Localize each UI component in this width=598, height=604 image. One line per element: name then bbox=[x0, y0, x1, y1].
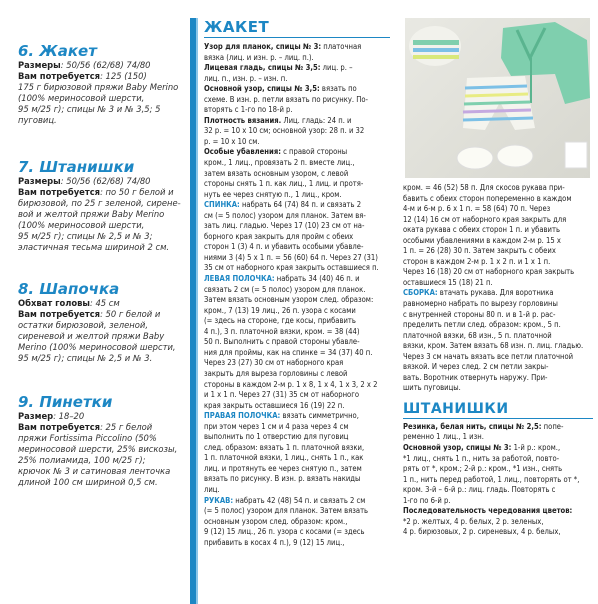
text-line: связать 2 см (= 5 полос) узором для планок. bbox=[204, 284, 366, 294]
text-line: Последовательность чередования цветов: bbox=[403, 506, 573, 516]
text-line: см (= 5 полос) узором для планок. Затем вя- bbox=[204, 210, 366, 220]
text-line: вязки, кром. Затем вязать 68 изн. п. лиц. гладью. bbox=[403, 341, 584, 351]
text-line: зать лиц. гладью. Через 17 (10) 23 см от на- bbox=[204, 221, 365, 231]
text-line: кром. 3-й – 6-й р.: лиц. гладь. Повторять с bbox=[403, 485, 556, 495]
text-line: прибавить в косах 4 п.), 9 (12) 15 лиц., bbox=[204, 537, 345, 547]
section-line: 95 м/25 г); спицы № 2,5 и № 3; bbox=[18, 231, 153, 241]
text-line: борного края закрыть для пройм с обеих bbox=[204, 231, 354, 241]
text-line: края закрыть оставшиеся 16 (19) 22 п. bbox=[204, 400, 345, 410]
section-pants bbox=[18, 158, 186, 253]
text-line: лиц. bbox=[204, 484, 220, 494]
pants-body bbox=[403, 422, 593, 538]
jacket-instructions bbox=[204, 18, 390, 548]
section-booties bbox=[18, 393, 186, 488]
text-line: равномерно набрать по вырезу горловины bbox=[403, 299, 558, 309]
section-line: пуговиц. bbox=[18, 115, 57, 125]
text-line: при этом через 1 см и 4 раза через 4 см bbox=[204, 421, 349, 431]
section-line: сиреневой и желтой пряжи Baby bbox=[18, 331, 165, 341]
text-line: рять от *, кром.; 2-й р.: кром., *1 изн., снять bbox=[403, 464, 563, 474]
text-line: затем вязать основным узором, с левой bbox=[204, 168, 349, 178]
section-line: Merino (100% мериносовой шерсти, bbox=[18, 342, 176, 352]
text-line: 1 п. платочной вязки, 1 лиц., снять 1 п., как bbox=[204, 453, 364, 463]
text-line: шить пуговицы. bbox=[403, 383, 461, 393]
section-line: (100% мериносовой шерсти, bbox=[18, 220, 145, 230]
section-line: пряжи Fortissima Piccolino (50% bbox=[18, 433, 157, 443]
section-line: крючок № 3 и сатиновая ленточка bbox=[18, 466, 171, 476]
text-line: СПИНКА: набрать 64 (74) 84 п. и связать 2 bbox=[204, 200, 362, 210]
text-line: 4-м и 6-м р. 6 х 1 п. = 58 (64) 70 п. Через bbox=[403, 204, 551, 214]
text-line: (= 5 полос) узором для планок. Затем вязать bbox=[204, 506, 369, 516]
text-line: ниями 3 (4) 5 х 1 п. = 56 (60) 64 п. Через 27 (31) bbox=[204, 252, 378, 262]
section-line: бирюзовой, по 25 г зеленой, сирене- bbox=[18, 198, 181, 208]
text-line: Затем вязать основным узором след. образом: bbox=[204, 295, 374, 305]
section-line: 175 г бирюзовой пряжи Baby Merino bbox=[18, 82, 179, 92]
text-line: 4 р. бирюзовых, 2 р. сиреневых, 4 р. белых, bbox=[403, 527, 561, 537]
section-line: мериносовой шерсти, 25% вискозы, bbox=[18, 444, 178, 454]
text-line: Узор для планок, спицы № 3: платочная bbox=[204, 42, 362, 51]
section-line: остатки бирюзовой, зеленой, bbox=[18, 320, 148, 330]
text-line: с внутренней стороны 80 п. и в 1-й р. рас- bbox=[403, 309, 556, 319]
text-line: 9 (12) 15 лиц., 26 п. узора с косами (= здесь bbox=[204, 527, 365, 537]
text-line: ременно 1 лиц., 1 изн. bbox=[403, 432, 484, 442]
text-line: след. образом: вязать 1 п. платочной вязки, bbox=[204, 442, 365, 452]
text-line: Через 23 (27) 30 см от наборного края bbox=[204, 358, 344, 368]
text-line: вторять с 1-го по 18-й р. bbox=[204, 105, 293, 115]
text-line: выполнить по 1 отверстию для пуговиц bbox=[204, 432, 349, 442]
text-line: 1 п., нить перед работой, 1 лиц., повторять от *, bbox=[403, 474, 580, 484]
text-line: РУКАВ: набрать 42 (48) 54 п. и связать 2 см bbox=[204, 495, 366, 505]
section-line: Вам потребуется: 125 (150) bbox=[18, 71, 147, 81]
materials-sidebar bbox=[4, 18, 196, 604]
section-line: вой и желтой пряжи Baby Merino bbox=[18, 209, 165, 219]
continued-instructions bbox=[403, 183, 593, 538]
text-line: Особые убавления: с правой стороны bbox=[204, 147, 348, 157]
text-line: 4 п.), 3 п. платочной вязки, кром. = 38 (44) bbox=[204, 326, 360, 336]
text-line: 32 р. = 10 х 10 см; основной узор: 28 п. и 32 bbox=[204, 126, 365, 136]
section-line: Размеры: 50/56 (62/68) 74/80 bbox=[18, 176, 151, 186]
text-line: кром., 7 (13) 19 лиц., 26 п. узора с косами bbox=[204, 305, 356, 315]
text-line: Плотность вязания. Лиц. гладь: 24 п. и bbox=[204, 115, 352, 125]
text-line: кром. = 46 (52) 58 п. Для скосов рукава при- bbox=[403, 183, 565, 192]
text-line: Лицевая гладь, спицы № 3,5: лиц. р. – bbox=[204, 63, 353, 73]
text-line: вать. Воротник отвернуть наружу. При- bbox=[403, 372, 548, 382]
text-line: бавить с обеих сторон попеременно в каждом bbox=[403, 193, 572, 203]
text-line: пределить петли след. образом: кром., 5 п. bbox=[403, 320, 561, 330]
section-line: (100% мериносовой шерсти, bbox=[18, 93, 145, 103]
baby-outfit-illustration bbox=[405, 18, 590, 178]
text-line: *2 р. желтых, 4 р. белых, 2 р. зеленых, bbox=[403, 516, 544, 526]
text-line: Основной узор, спицы № 3,5: вязать по bbox=[204, 84, 357, 94]
text-line: сторон 1 (3) 4 п. и убавить особыми убавле- bbox=[204, 242, 364, 252]
section-line: Вам потребуется: по 50 г белой и bbox=[18, 187, 174, 197]
text-line: ЛЕВАЯ ПОЛОЧКА: набрать 34 (40) 46 п. и bbox=[204, 274, 360, 284]
text-line: стороны в каждом 2-м р. 1 х 8, 1 х 4, 1 х 3, 2 х 2 bbox=[204, 379, 378, 389]
text-line: вязать по рисунку. В изн. р. вязать накиды bbox=[204, 474, 361, 484]
text-line: основным узором след. образом: кром., bbox=[204, 516, 348, 526]
text-line: 1 п. = 26 (28) 30 п. Затем закрыть с обеих bbox=[403, 246, 556, 256]
text-line: ПРАВАЯ ПОЛОЧКА: вязать симметрично, bbox=[204, 411, 359, 421]
text-line: 12 (14) 16 см от наборного края закрыть для bbox=[403, 214, 567, 224]
section-line: Размер: 18–20 bbox=[18, 411, 85, 421]
text-line: Через 3 см начать вязать все петли платочной bbox=[403, 351, 574, 361]
text-line: вязка (лиц. и изн. р. – лиц. п.). bbox=[204, 52, 314, 62]
text-line: р. = 10 х 10 см. bbox=[204, 136, 260, 146]
section-title: 6. Жакет bbox=[18, 42, 97, 60]
column-heading: ЖАКЕТ bbox=[204, 18, 390, 38]
section-title: 7. Штанишки bbox=[18, 158, 135, 176]
text-line: Основной узор, спицы № 3: 1-й р.: кром., bbox=[403, 443, 561, 453]
product-photo bbox=[405, 18, 590, 178]
text-line: особыми убавлениями в каждом 2-м р. 15 х bbox=[403, 235, 561, 245]
text-line: СБОРКА: втачать рукава. Для воротника bbox=[403, 288, 554, 298]
text-line: закрыть для выреза горловины с левой bbox=[204, 368, 348, 378]
text-line: вязкой. И через след. 2 см петли закры- bbox=[403, 362, 549, 372]
section-line: 95 м/25 г); спицы № 2,5 и № 3. bbox=[18, 353, 153, 363]
text-line: *1 лиц., снять 1 п., нить за работой, повто- bbox=[403, 453, 560, 463]
section-jacket bbox=[18, 42, 186, 126]
section-title: 8. Шапочка bbox=[18, 280, 120, 298]
section-line: Вам потребуется: 50 г белой и bbox=[18, 309, 161, 319]
pants-heading: ШТАНИШКИ bbox=[403, 400, 593, 419]
text-line: сторон в каждом 2-м р. 1 х 2 п. и 1 х 1 п. bbox=[403, 256, 551, 266]
text-line: оставшиеся 15 (18) 21 п. bbox=[403, 277, 493, 287]
section-line: 25% полиамида, 100 м/25 г); bbox=[18, 455, 146, 465]
text-line: (= здесь на стороне, где косы, прибавить bbox=[204, 316, 356, 326]
text-line: ния для проймы, как на спинке = 34 (37) 40 п. bbox=[204, 347, 373, 357]
text-line: кром., 1 лиц., провязать 2 п. вместе лиц., bbox=[204, 158, 355, 168]
text-line: и 1 х 1 п. Через 27 (31) 35 см от наборного bbox=[204, 390, 360, 400]
section-line: Обхват головы: 45 см bbox=[18, 298, 120, 308]
text-line: платочной вязки, 68 изн., 5 п. платочной bbox=[403, 330, 552, 340]
text-line: Резинка, белая нить, спицы № 2,5: попе- bbox=[403, 421, 564, 431]
column-body bbox=[204, 42, 390, 548]
text-line: нуть ее через снятую п., 1 лиц., кром. bbox=[204, 189, 342, 199]
text-line: 35 см от наборного края закрыть оставшиеся п. bbox=[204, 263, 379, 273]
section-line: эластичная тесьма шириной 2 см. bbox=[18, 242, 170, 252]
section-line: длиной 100 см шириной 0,5 см. bbox=[18, 477, 158, 487]
text-line: оката рукава с обеих сторон 1 п. и убавить bbox=[403, 225, 560, 235]
section-line: Вам потребуется: 25 г белой bbox=[18, 422, 153, 432]
section-hat bbox=[18, 280, 186, 364]
section-line: Размеры: 50/56 (62/68) 74/80 bbox=[18, 60, 151, 70]
text-line: 50 п. Выполнить с правой стороны убавле- bbox=[204, 337, 360, 347]
text-line: лиц. и протянуть ее через снятую п., затем bbox=[204, 463, 362, 473]
text-line: Через 16 (18) 20 см от наборного края закрыть bbox=[403, 267, 575, 277]
column-body-2 bbox=[403, 183, 593, 394]
text-line: лиц. п., изн. р. – изн. п. bbox=[204, 73, 288, 83]
section-title: 9. Пинетки bbox=[18, 393, 113, 411]
text-line: стороны снять 1 п. как лиц., 1 лиц. и протя- bbox=[204, 179, 364, 189]
text-line: 1-го по 6-й р. bbox=[403, 495, 451, 505]
text-line: схеме. В изн. р. петли вязать по рисунку. По- bbox=[204, 94, 369, 104]
section-line: 95 м/25 г); спицы № 3 и № 3,5; 5 bbox=[18, 104, 161, 114]
